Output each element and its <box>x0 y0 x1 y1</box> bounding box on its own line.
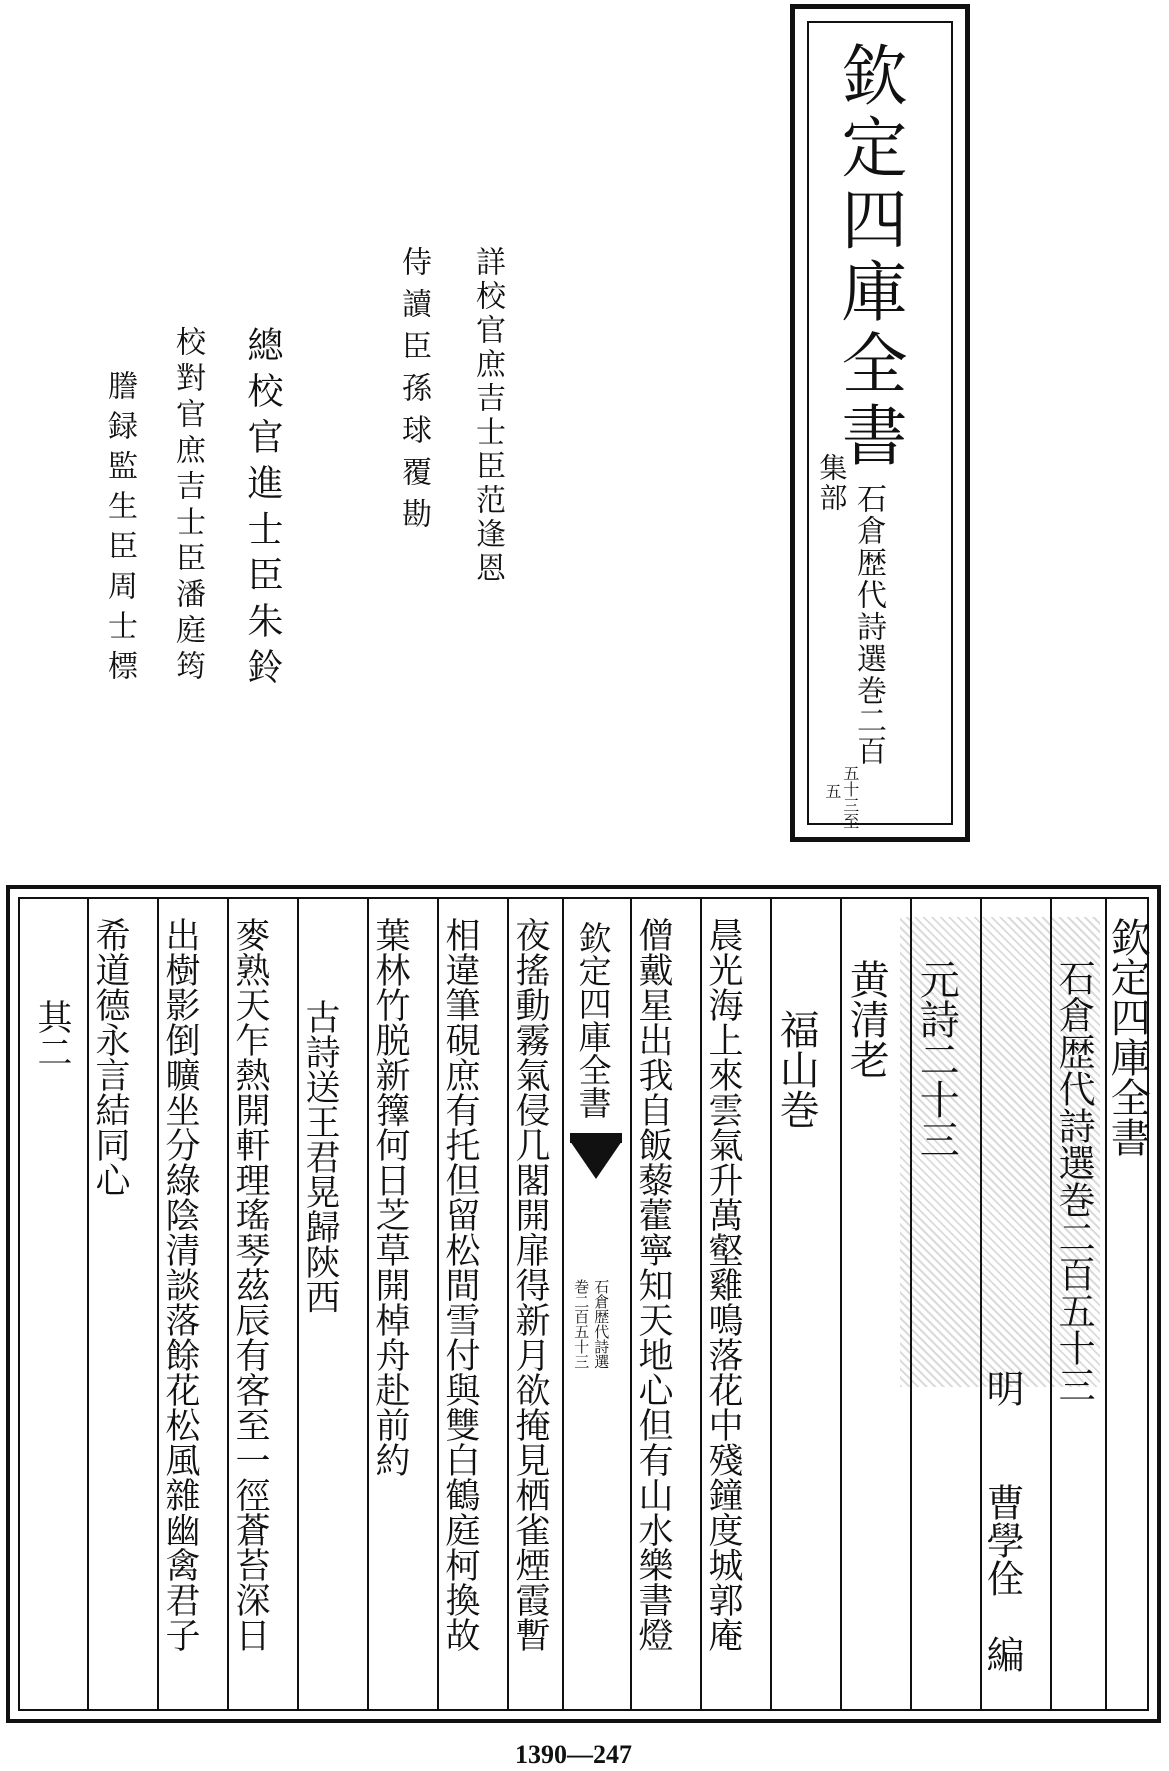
slip-juan-range-b: 五 <box>822 783 842 799</box>
column-rule <box>227 899 229 1709</box>
book-title-column: 石倉歴代詩選巻二百五十三 <box>1052 959 1096 1403</box>
fold-juan: 巻二百五十三 <box>572 1279 591 1369</box>
column-rule <box>87 899 89 1709</box>
official-tenglu: 謄録監生臣周士標 <box>102 370 137 690</box>
fold-rule-right <box>630 899 632 1709</box>
poem-line-3: 夜搖動霧氣侵几閣開扉得新月欲掩見栖雀煙霞暫 <box>510 917 551 1652</box>
column-rule <box>367 899 369 1709</box>
poem2-title-column: 古詩送王君晃歸陝西 <box>300 999 341 1314</box>
slip-book-title: 石倉歴代詩選 <box>851 483 886 675</box>
title-slip <box>790 4 970 842</box>
official-jiaodui: 校對官庶吉士臣潘庭筠 <box>170 326 205 686</box>
title-slip-inner-border <box>807 21 953 829</box>
fold-fish-tail <box>570 1141 622 1179</box>
column-rule <box>770 899 772 1709</box>
slip-juan-range-a: 五十三至 <box>840 765 860 829</box>
slip-juan-label: 巻二百 <box>851 675 886 765</box>
column-rule <box>910 899 912 1709</box>
poem-title-column: 福山巻 <box>773 1009 820 1129</box>
poem-line-7: 出樹影倒曠坐分綠陰清談落餘花松風雜幽禽君子 <box>160 917 201 1652</box>
slip-main-title: 欽定四庫全書 <box>830 41 907 473</box>
official-zongjiao: 總校官進士臣朱鈴 <box>242 326 283 694</box>
qi-er-column: 其二 <box>32 999 73 1069</box>
fold-book-title: 石倉歴代詩選 <box>592 1279 611 1369</box>
main-page-inner-border <box>18 897 1149 1711</box>
poem-line-8: 希道德永言結同心 <box>90 917 131 1197</box>
poem-line-4: 相違筆硯庶有托但留松間雪付與雙白鶴庭柯換故 <box>440 917 481 1652</box>
column-rule <box>437 899 439 1709</box>
page-number: 1390—247 <box>515 1740 632 1769</box>
column-rule <box>507 899 509 1709</box>
poem-line-5: 葉林竹脱新籜何日芝草開棹舟赴前約 <box>370 917 411 1477</box>
column-rule <box>297 899 299 1709</box>
column-rule <box>700 899 702 1709</box>
official-shidu: 侍讀臣孫球覆勘 <box>396 246 431 540</box>
main-page <box>6 885 1161 1723</box>
header-column: 欽定四庫全書 <box>1104 917 1151 1157</box>
slip-category: 集部 <box>815 453 849 513</box>
official-xiangjiao: 詳校官庶吉士臣范逢恩 <box>470 246 505 586</box>
author-column: 明 曹學佺 編 <box>980 1369 1025 1673</box>
poem-line-1: 晨光海上來雲氣升萬壑雞鳴落花中殘鐘度城郭庵 <box>703 917 744 1652</box>
poem-line-6: 麥熟天乍熱開軒理瑤琴茲辰有客至一徑蒼苔深日 <box>230 917 271 1652</box>
column-rule <box>840 899 842 1709</box>
poem-line-2: 僧戴星出我自飯藜藿寧知天地心但有山水樂書燈 <box>633 917 674 1652</box>
column-rule <box>157 899 159 1709</box>
section-column: 元詩二十三 <box>913 959 960 1159</box>
poet-column: 黄清老 <box>843 959 890 1079</box>
fold-title: 欽定四庫全書 <box>573 921 613 1119</box>
centre-fold <box>562 899 630 1709</box>
